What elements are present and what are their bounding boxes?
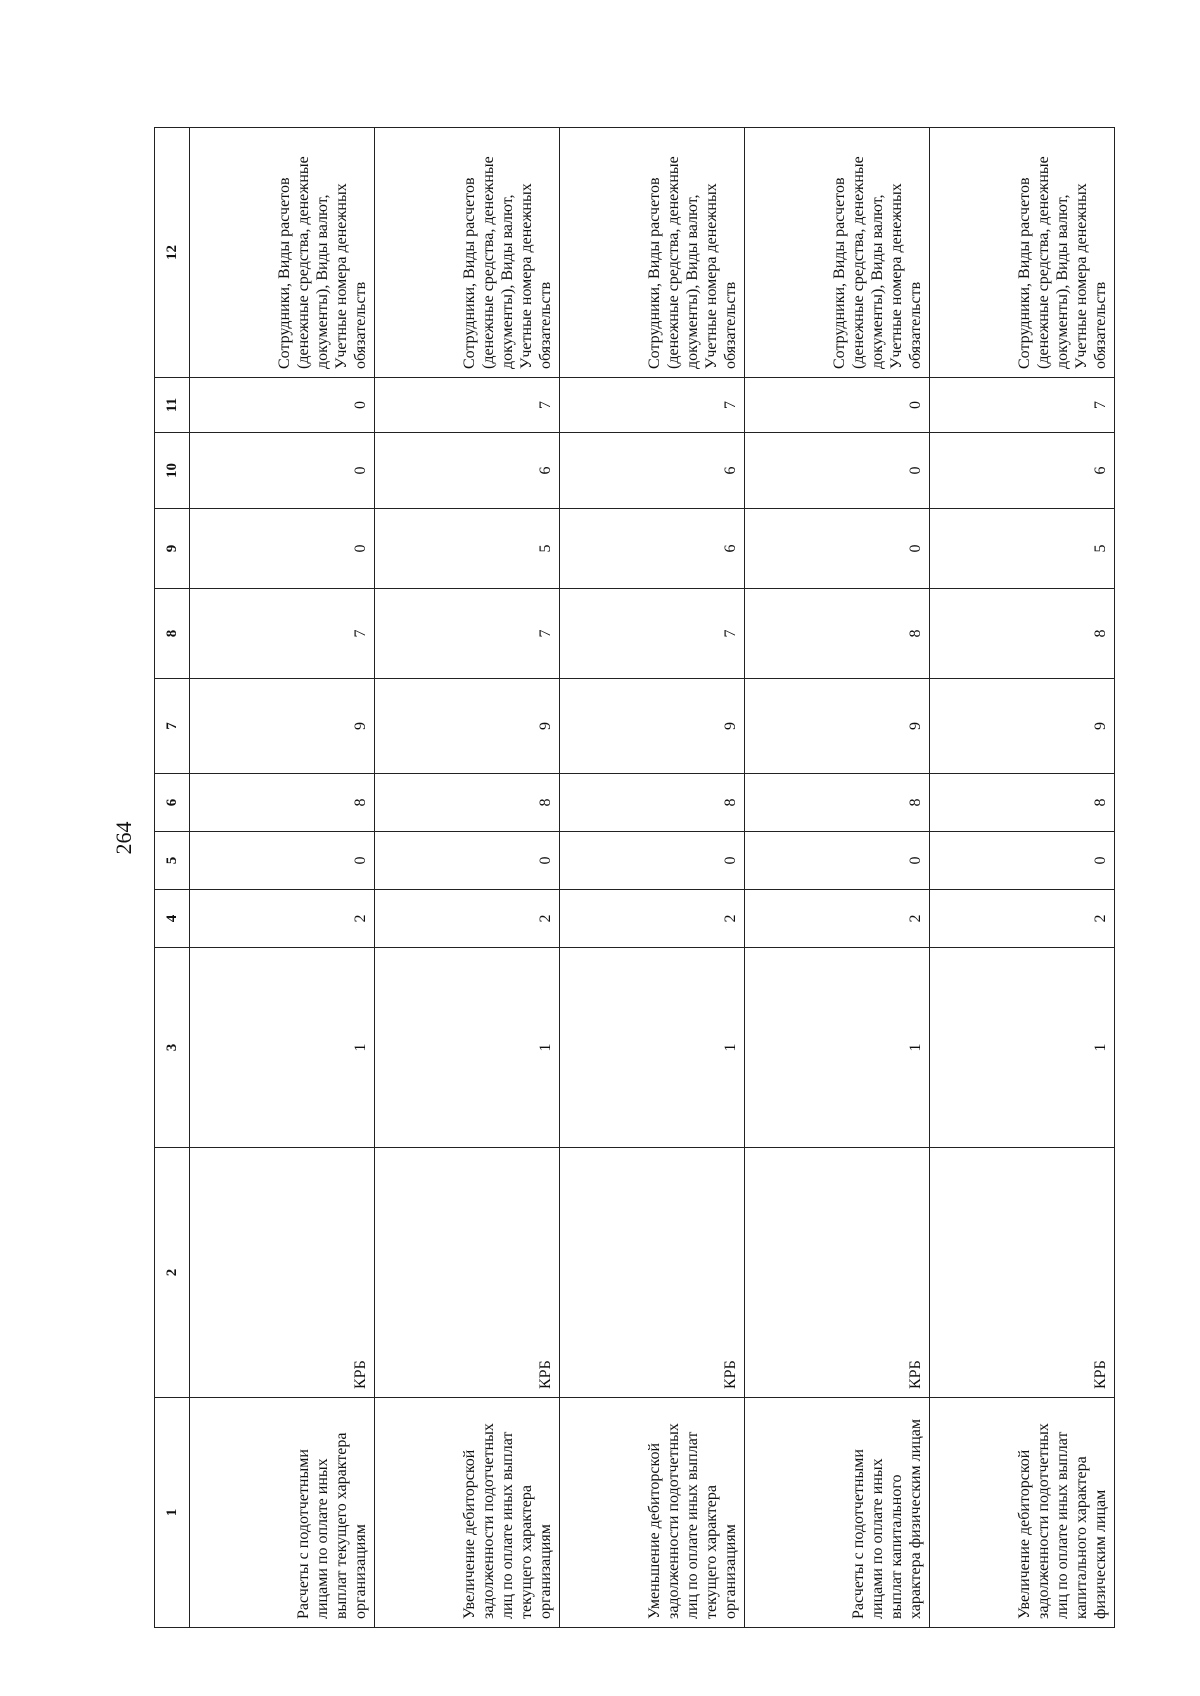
account-name-cell: Расчеты с подотчетными лицами по оплате иных выплат текущего характера организациям (190, 1398, 375, 1628)
digit-cell: 2 (745, 890, 930, 948)
digit-cell: 0 (745, 433, 930, 509)
header-cell-11: 11 (155, 378, 190, 433)
digit-cell: 0 (745, 509, 930, 589)
digit-cell: 0 (560, 832, 745, 890)
digit-cell: 1 (745, 948, 930, 1148)
analytics-cell: Сотрудники, Виды расчетов (денежные средства, денежные документы), Виды валют, Учетные номера денежных обязательств (190, 128, 375, 378)
account-name-cell: Расчеты с подотчетными лицами по оплате иных выплат капитального характера физическим лицам (745, 1398, 930, 1628)
digit-cell: 8 (375, 774, 560, 832)
digit-cell: 0 (190, 433, 375, 509)
digit-cell: 2 (930, 890, 1115, 948)
digit-cell: 0 (930, 832, 1115, 890)
digit-cell: 6 (560, 509, 745, 589)
digit-cell: 6 (930, 433, 1115, 509)
digit-cell: 0 (190, 832, 375, 890)
digit-cell: 5 (375, 509, 560, 589)
digit-cell: 2 (560, 890, 745, 948)
account-name-cell: Уменьшение дебиторской задолженности подотчетных лиц по оплате иных выплат текущего характера организациям (560, 1398, 745, 1628)
header-row (155, 128, 190, 1628)
header-cell-4: 4 (155, 890, 190, 948)
digit-cell: 7 (560, 378, 745, 433)
code-cell: КРБ (560, 1148, 745, 1398)
digit-cell: 8 (930, 774, 1115, 832)
code-cell: КРБ (190, 1148, 375, 1398)
header-cell-3: 3 (155, 948, 190, 1148)
digit-cell: 0 (190, 509, 375, 589)
digit-cell: 1 (375, 948, 560, 1148)
table-row (930, 128, 1115, 1628)
analytics-cell: Сотрудники, Виды расчетов (денежные средства, денежные документы), Виды валют, Учетные номера денежных обязательств (375, 128, 560, 378)
table-row (190, 128, 375, 1628)
digit-cell: 2 (375, 890, 560, 948)
header-cell-12: 12 (155, 128, 190, 378)
digit-cell: 7 (560, 589, 745, 679)
digit-cell: 7 (375, 378, 560, 433)
code-cell: КРБ (375, 1148, 560, 1398)
header-cell-8: 8 (155, 589, 190, 679)
account-name-cell: Увеличение дебиторской задолженности подотчетных лиц по оплате иных выплат текущего характера организациям (375, 1398, 560, 1628)
digit-cell: 9 (745, 679, 930, 774)
digit-cell: 9 (190, 679, 375, 774)
digit-cell: 8 (930, 589, 1115, 679)
digit-cell: 9 (560, 679, 745, 774)
table-row (375, 128, 560, 1628)
digit-cell: 7 (190, 589, 375, 679)
header-cell-2: 2 (155, 1148, 190, 1398)
digit-cell: 6 (560, 433, 745, 509)
digit-cell: 8 (190, 774, 375, 832)
digit-cell: 7 (375, 589, 560, 679)
digit-cell: 8 (745, 589, 930, 679)
digit-cell: 1 (190, 948, 375, 1148)
header-cell-10: 10 (155, 433, 190, 509)
digit-cell: 1 (930, 948, 1115, 1148)
code-cell: КРБ (930, 1148, 1115, 1398)
digit-cell: 6 (375, 433, 560, 509)
digit-cell: 9 (930, 679, 1115, 774)
digit-cell: 2 (190, 890, 375, 948)
header-cell-9: 9 (155, 509, 190, 589)
table-row (560, 128, 745, 1628)
digit-cell: 9 (375, 679, 560, 774)
digit-cell: 7 (930, 378, 1115, 433)
page-number: 264 (111, 821, 136, 855)
digit-cell: 0 (375, 832, 560, 890)
rotated-table-container (154, 128, 1154, 1628)
header-cell-1: 1 (155, 1398, 190, 1628)
accounts-table (154, 127, 1115, 1628)
digit-cell: 0 (745, 378, 930, 433)
digit-cell: 8 (745, 774, 930, 832)
digit-cell: 1 (560, 948, 745, 1148)
code-cell: КРБ (745, 1148, 930, 1398)
analytics-cell: Сотрудники, Виды расчетов (денежные средства, денежные документы), Виды валют, Учетные номера денежных обязательств (745, 128, 930, 378)
header-cell-5: 5 (155, 832, 190, 890)
header-cell-6: 6 (155, 774, 190, 832)
table-row (745, 128, 930, 1628)
header-cell-7: 7 (155, 679, 190, 774)
digit-cell: 0 (745, 832, 930, 890)
analytics-cell: Сотрудники, Виды расчетов (денежные средства, денежные документы), Виды валют, Учетные номера денежных обязательств (560, 128, 745, 378)
digit-cell: 8 (560, 774, 745, 832)
digit-cell: 5 (930, 509, 1115, 589)
account-name-cell: Увеличение дебиторской задолженности подотчетных лиц по оплате иных выплат капитального характера физическим лицам (930, 1398, 1115, 1628)
analytics-cell: Сотрудники, Виды расчетов (денежные средства, денежные документы), Виды валют, Учетные номера денежных обязательств (930, 128, 1115, 378)
digit-cell: 0 (190, 378, 375, 433)
